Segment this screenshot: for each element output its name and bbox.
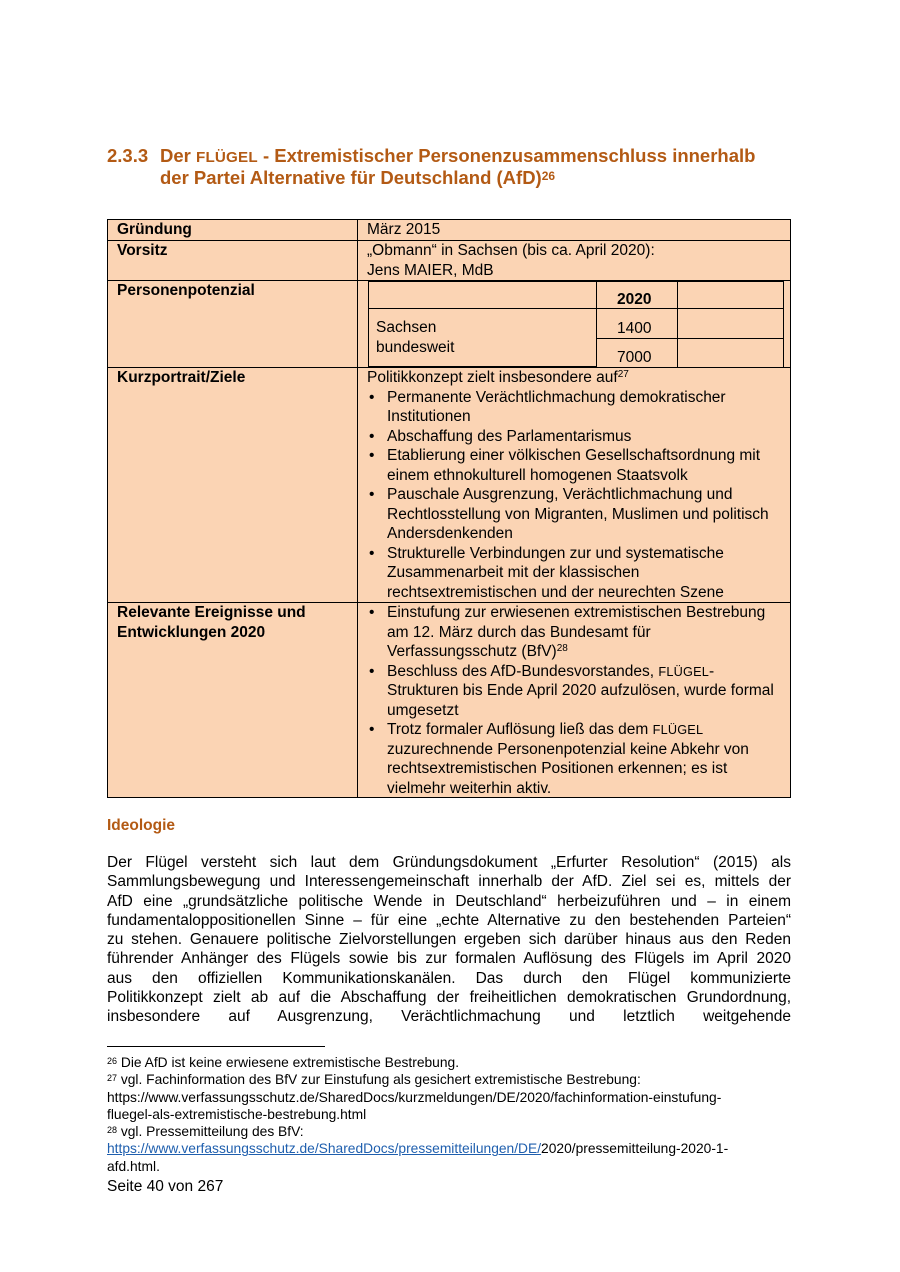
subheading-ideologie: Ideologie xyxy=(107,817,176,834)
body-line: Politikkonzept zielt ab auf die Abschaffung der freiheitlichen demokratischen Grundordnung, xyxy=(107,989,791,1007)
page-number: Seite 40 von 267 xyxy=(107,1178,224,1195)
footnote-27-url: https://www.verfassungsschutz.de/SharedDocs/kurzmeldungen/DE/2020/fachinformation-einstufung- xyxy=(107,1089,722,1105)
heading-line-2: der Partei Alternative für Deutschland (AfD)$^{26}$ xyxy=(160,167,556,188)
region-cells xyxy=(368,308,597,367)
region-sachsen: Sachsen xyxy=(376,319,437,336)
footnotes xyxy=(107,1054,797,1175)
value-sachsen: 1400 xyxy=(596,308,678,339)
footnote-ref-27[interactable]: 27 xyxy=(617,369,629,380)
value-vorsitz: „Obmann“ in Sachsen (bis ca. April 2020): Jens MAIER, MdB xyxy=(367,242,655,279)
list-item: • Beschluss des AfD-Bundesvorstandes, FLÜGEL-Strukturen bis Ende April 2020 aufzulösen, wurde formal umgesetzt xyxy=(387,662,784,721)
row-ereignisse xyxy=(108,602,790,797)
list-item: • Strukturelle Verbindungen zur und systematische Zusammenarbeit mit der klassischen rechtsextremistischen und der neurechten Szene xyxy=(387,544,784,603)
section-number: 2.3.3 xyxy=(107,145,149,166)
label-personenpotenzial: Personenpotenzial xyxy=(108,281,358,367)
region-bundesweit: bundesweit xyxy=(376,339,455,356)
value-gruendung: März 2015 xyxy=(367,221,441,238)
heading-line-1: Der FLÜGEL - Extremistischer Personenzusammenschluss innerhalb xyxy=(160,145,756,166)
label-gruendung: Gründung xyxy=(108,220,358,240)
list-item: • Einstufung zur erwiesenen extremistischen Bestrebung am 12. März durch das Bundesamt für Verfassungsschutz (BfV)$^{28}$ xyxy=(387,603,784,662)
label-kurzportrait: Kurzportrait/Ziele xyxy=(108,368,358,602)
footnote-27-url-cont: fluegel-als-extremistische-bestrebung.html xyxy=(107,1106,367,1122)
list-item: • Etablierung einer völkischen Gesellschaftsordnung mit einem ethnokulturell homogenen Staatsvolk xyxy=(387,446,784,485)
footnote-28-url: https://www.verfassungsschutz.de/SharedDocs/pressemitteilungen/DE/2020/pressemitteilung-2020-1- xyxy=(107,1141,729,1157)
row-gruendung xyxy=(108,220,790,240)
value-bundesweit: 7000 xyxy=(596,338,678,367)
footnote-26: $^{26}$ Die AfD ist keine erwiesene extremistische Bestrebung. xyxy=(107,1055,460,1070)
footnote-ref-28[interactable]: 28 xyxy=(556,643,568,654)
footnote-28: $^{28}$ vgl. Pressemitteilung des BfV: xyxy=(107,1124,304,1140)
personenpotenzial-table xyxy=(368,281,784,367)
list-item: • Permanente Verächtlichmachung demokratischer Institutionen xyxy=(387,388,784,427)
value-ereignisse xyxy=(358,603,790,798)
body-line: zu stehen. Genauere politische Zielvorstellungen ergeben sich darüber hinaus aus den Reden xyxy=(107,931,791,949)
value-kurzportrait: Politikkonzept zielt insbesondere auf$^{27}$ • Permanente Verächtlichmachung demokratischer Institutionen • Abschaffung des Parlamentarismus • Etablierung einer völkischen Gesellschaftsordnung mit einem ethnokulturell homogenen Staatsvolk • Pauschale Ausgrenzung, Verächtlichmachung und Rechtlosstellung von Migranten, Muslimen und politisch Andersdenkenden • Strukturelle Verbindungen zur und systematische Zusammenarbeit mit der klassischen rechtsextremistischen und der neurechten Szene xyxy=(358,368,790,602)
row-personenpotenzial xyxy=(108,280,790,367)
body-line: aus den offiziellen Kommunikationskanälen. Das durch den Flügel kommunizierte xyxy=(107,969,791,987)
label-ereignisse: Relevante Ereignisse und Entwicklungen 2020 xyxy=(108,603,358,797)
events-list xyxy=(367,603,784,798)
body-line: führender Anhänger des Flügels sowie bis zur formalen Auflösung des Flügels im April 2020 xyxy=(107,950,791,968)
fact-box xyxy=(107,219,791,798)
body-paragraph xyxy=(107,853,791,1027)
footnote-divider xyxy=(107,1046,325,1047)
body-line: insbesondere auf Ausgrenzung, Verächtlichmachung und letztlich weitgehende xyxy=(107,1008,791,1026)
footnote-28-link[interactable]: https://www.verfassungsschutz.de/SharedDocs/pressemitteilungen/DE/ xyxy=(107,1141,542,1157)
row-vorsitz xyxy=(108,240,790,280)
footnote-27: $^{27}$ vgl. Fachinformation des BfV zur Einstufung als gesichert extremistische Bestrebung: xyxy=(107,1072,641,1088)
list-item: • Pauschale Ausgrenzung, Verächtlichmachung und Rechtlosstellung von Migranten, Muslimen und politisch Andersdenkenden xyxy=(387,485,784,544)
body-line: fundamentaloppositionellen Sinne – für eine „echte Alternative zu den bestehenden Parteien“ xyxy=(107,911,791,929)
body-line: Sammlungsbewegung und Interessengemeinschaft innerhalb der AfD. Ziel sei es, mittels der xyxy=(107,873,791,891)
footnote-28-url-cont: afd.html. xyxy=(107,1158,160,1174)
body-line: AfD eine „grundsätzliche politische Wende in Deutschland“ herbeizuführen und – in einem xyxy=(107,892,791,910)
label-vorsitz: Vorsitz xyxy=(108,241,358,280)
footnote-ref-26[interactable]: 26 xyxy=(541,169,556,183)
year-header: 2020 xyxy=(596,281,678,309)
list-item: • Trotz formaler Auflösung ließ das dem FLÜGEL zuzurechnende Personenpotenzial keine Abkehr von rechtsextremistischen Positionen erkennen; es ist vielmehr weiterhin aktiv. xyxy=(387,720,784,798)
list-item: • Abschaffung des Parlamentarismus xyxy=(387,427,784,447)
goals-list xyxy=(367,388,784,603)
body-line: Der Flügel versteht sich laut dem Gründungsdokument „Erfurter Resolution“ (2015) als xyxy=(107,854,791,871)
row-kurzportrait xyxy=(108,367,790,602)
